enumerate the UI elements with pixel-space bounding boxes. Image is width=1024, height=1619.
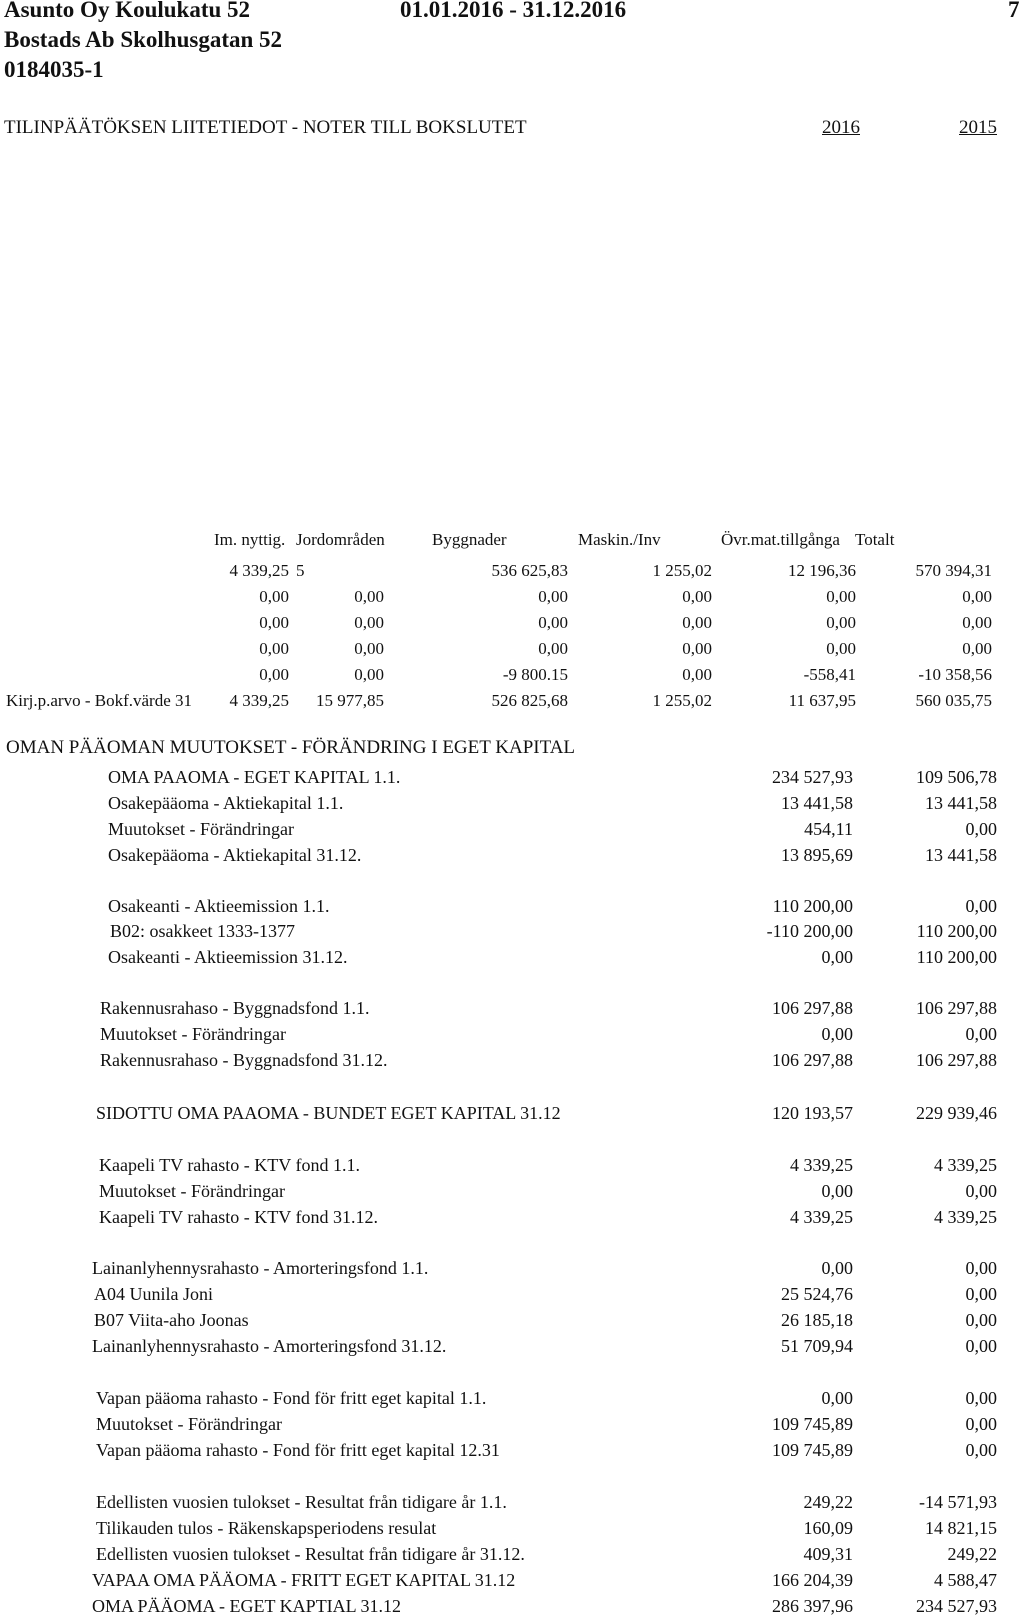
company-name-fi: Asunto Oy Koulukatu 52 bbox=[4, 0, 251, 22]
equity-row-label: Kaapeli TV rahasto - KTV fond 1.1. bbox=[99, 1155, 360, 1175]
equity-row-label: Muutokset - Förändringar bbox=[96, 1414, 282, 1434]
equity-value-2016: 0,00 bbox=[821, 1388, 853, 1408]
asset-cell: 0,00 bbox=[962, 639, 992, 658]
equity-row-label: Muutokset - Förändringar bbox=[100, 1024, 286, 1044]
equity-value-2015: 110 200,00 bbox=[916, 921, 997, 941]
asset-cell: 12 196,36 bbox=[788, 561, 856, 580]
equity-value-2015: 249,22 bbox=[947, 1544, 997, 1564]
equity-value-2016: 4 339,25 bbox=[790, 1207, 853, 1227]
equity-value-2016: 0,00 bbox=[821, 1258, 853, 1278]
equity-value-2015: 0,00 bbox=[965, 1258, 997, 1278]
equity-value-2016: -110 200,00 bbox=[766, 921, 853, 941]
equity-value-2015: 0,00 bbox=[965, 1284, 997, 1304]
equity-value-2016: 409,31 bbox=[803, 1544, 853, 1564]
column-header: Byggnader bbox=[432, 530, 507, 549]
equity-value-2016: 120 193,57 bbox=[772, 1103, 853, 1123]
asset-cell: 0,00 bbox=[354, 665, 384, 684]
equity-value-2015: -14 571,93 bbox=[919, 1492, 997, 1512]
equity-row-label: A04 Uunila Joni bbox=[94, 1284, 213, 1304]
asset-cell: 0,00 bbox=[259, 613, 289, 632]
asset-cell: 0,00 bbox=[538, 613, 568, 632]
equity-value-2015: 0,00 bbox=[965, 1024, 997, 1044]
asset-cell: 0,00 bbox=[826, 639, 856, 658]
asset-cell: 0,00 bbox=[259, 665, 289, 684]
equity-value-2015: 229 939,46 bbox=[916, 1103, 997, 1123]
column-header: Jordområden bbox=[296, 530, 385, 549]
asset-cell: 0,00 bbox=[682, 587, 712, 606]
equity-value-2016: 286 397,96 bbox=[772, 1596, 853, 1616]
asset-cell: 0,00 bbox=[962, 613, 992, 632]
equity-row-label: Kaapeli TV rahasto - KTV fond 31.12. bbox=[99, 1207, 378, 1227]
asset-cell: -9 800.15 bbox=[502, 665, 568, 684]
equity-value-2016: 0,00 bbox=[821, 1024, 853, 1044]
asset-cell: -10 358,56 bbox=[918, 665, 992, 684]
equity-row-label: SIDOTTU OMA PAAOMA - BUNDET EGET KAPITAL 31.12 bbox=[96, 1103, 561, 1123]
asset-cell: 4 339,25 bbox=[229, 561, 289, 580]
equity-row-label: B07 Viita-aho Joonas bbox=[94, 1310, 249, 1330]
equity-value-2016: 13 441,58 bbox=[781, 793, 853, 813]
equity-value-2015: 110 200,00 bbox=[916, 947, 997, 967]
equity-value-2015: 0,00 bbox=[965, 896, 997, 916]
equity-value-2015: 109 506,78 bbox=[916, 767, 997, 787]
equity-row-label: Lainanlyhennysrahasto - Amorteringsfond 1.1. bbox=[92, 1258, 429, 1278]
section-title: TILINPÄÄTÖKSEN LIITETIEDOT - NOTER TILL BOKSLUTET bbox=[4, 117, 527, 138]
equity-value-2016: 4 339,25 bbox=[790, 1155, 853, 1175]
equity-value-2016: 51 709,94 bbox=[781, 1336, 853, 1356]
business-id: 0184035-1 bbox=[4, 57, 104, 82]
equity-value-2015: 4 339,25 bbox=[934, 1207, 997, 1227]
company-name-sv: Bostads Ab Skolhusgatan 52 bbox=[4, 27, 283, 52]
equity-value-2015: 0,00 bbox=[965, 819, 997, 839]
equity-value-2015: 0,00 bbox=[965, 1310, 997, 1330]
equity-row-label: Edellisten vuosien tulokset - Resultat från tidigare år 1.1. bbox=[96, 1492, 507, 1512]
asset-cell: 0,00 bbox=[826, 587, 856, 606]
column-header: Maskin./Inv bbox=[578, 530, 661, 549]
equity-row-label: Muutokset - Förändringar bbox=[108, 819, 294, 839]
asset-cell: 5 bbox=[296, 561, 305, 580]
asset-cell: 0,00 bbox=[682, 613, 712, 632]
equity-row-label: Rakennusrahaso - Byggnadsfond 31.12. bbox=[100, 1050, 388, 1070]
equity-row-label: Edellisten vuosien tulokset - Resultat från tidigare år 31.12. bbox=[96, 1544, 525, 1564]
equity-row-label: B02: osakkeet 1333-1377 bbox=[110, 921, 295, 941]
asset-cell: 0,00 bbox=[826, 613, 856, 632]
equity-value-2015: 4 339,25 bbox=[934, 1155, 997, 1175]
equity-value-2016: 26 185,18 bbox=[781, 1310, 853, 1330]
asset-cell: 0,00 bbox=[259, 639, 289, 658]
equity-value-2015: 106 297,88 bbox=[916, 998, 997, 1018]
equity-row-label: Osakepääoma - Aktiekapital 1.1. bbox=[108, 793, 344, 813]
equity-row-label: OMA PÄÄOMA - EGET KAPTIAL 31.12 bbox=[92, 1596, 402, 1616]
equity-value-2016: 0,00 bbox=[821, 1181, 853, 1201]
equity-value-2015: 106 297,88 bbox=[916, 1050, 997, 1070]
equity-value-2016: 0,00 bbox=[821, 947, 853, 967]
row-label: Kirj.p.arvo - Bokf.värde 31 bbox=[6, 691, 193, 710]
equity-value-2015: 0,00 bbox=[965, 1181, 997, 1201]
equity-row-label: Tilikauden tulos - Räkenskapsperiodens resulat bbox=[96, 1518, 437, 1538]
asset-cell: 0,00 bbox=[354, 639, 384, 658]
asset-cell: 0,00 bbox=[538, 639, 568, 658]
equity-value-2015: 0,00 bbox=[965, 1414, 997, 1434]
equity-value-2015: 0,00 bbox=[965, 1440, 997, 1460]
equity-value-2015: 0,00 bbox=[965, 1336, 997, 1356]
column-header: Totalt bbox=[855, 530, 895, 549]
asset-cell: 0,00 bbox=[682, 665, 712, 684]
equity-value-2016: 234 527,93 bbox=[772, 767, 853, 787]
equity-value-2016: 249,22 bbox=[803, 1492, 853, 1512]
equity-value-2016: 106 297,88 bbox=[772, 1050, 853, 1070]
equity-value-2016: 109 745,89 bbox=[772, 1440, 853, 1460]
equity-row-label: Muutokset - Förändringar bbox=[99, 1181, 285, 1201]
asset-cell: 0,00 bbox=[682, 639, 712, 658]
equity-value-2015: 0,00 bbox=[965, 1388, 997, 1408]
equity-row-label: OMA PAAOMA - EGET KAPITAL 1.1. bbox=[108, 767, 401, 787]
equity-value-2016: 110 200,00 bbox=[772, 896, 853, 916]
asset-cell: 1 255,02 bbox=[652, 561, 712, 580]
equity-row-label: Vapan pääoma rahasto - Fond för fritt eget kapital 12.31 bbox=[96, 1440, 500, 1460]
equity-value-2016: 166 204,39 bbox=[772, 1570, 853, 1590]
asset-cell: 560 035,75 bbox=[915, 691, 992, 710]
fiscal-period: 01.01.2016 - 31.12.2016 bbox=[400, 0, 627, 22]
asset-cell: 0,00 bbox=[354, 587, 384, 606]
asset-cell: 15 977,85 bbox=[316, 691, 384, 710]
asset-cell: 0,00 bbox=[538, 587, 568, 606]
equity-value-2016: 106 297,88 bbox=[772, 998, 853, 1018]
equity-row-label: Lainanlyhennysrahasto - Amorteringsfond 31.12. bbox=[92, 1336, 447, 1356]
asset-cell: -558,41 bbox=[803, 665, 856, 684]
asset-cell: 0,00 bbox=[962, 587, 992, 606]
equity-value-2016: 25 524,76 bbox=[781, 1284, 853, 1304]
asset-cell: 570 394,31 bbox=[915, 561, 992, 580]
equity-value-2015: 4 588,47 bbox=[934, 1570, 997, 1590]
equity-value-2016: 160,09 bbox=[803, 1518, 853, 1538]
equity-row-label: Osakeanti - Aktieemission 31.12. bbox=[108, 947, 348, 967]
year-prior-heading: 2015 bbox=[959, 117, 997, 138]
equity-value-2015: 13 441,58 bbox=[925, 845, 997, 865]
equity-value-2015: 13 441,58 bbox=[925, 793, 997, 813]
page-number: 7 bbox=[1008, 0, 1020, 22]
equity-section-title: OMAN PÄÄOMAN MUUTOKSET - FÖRÄNDRING I EGET KAPITAL bbox=[6, 737, 576, 758]
asset-cell: 0,00 bbox=[259, 587, 289, 606]
equity-row-label: Osakepääoma - Aktiekapital 31.12. bbox=[108, 845, 362, 865]
asset-cell: 4 339,25 bbox=[229, 691, 289, 710]
equity-row-label: Osakeanti - Aktieemission 1.1. bbox=[108, 896, 330, 916]
equity-value-2016: 454,11 bbox=[804, 819, 853, 839]
year-current-heading: 2016 bbox=[822, 117, 860, 138]
column-header: Im. nyttig. bbox=[214, 530, 286, 549]
equity-value-2015: 234 527,93 bbox=[916, 1596, 997, 1616]
equity-value-2016: 109 745,89 bbox=[772, 1414, 853, 1434]
asset-cell: 536 625,83 bbox=[491, 561, 568, 580]
equity-row-label: Rakennusrahaso - Byggnadsfond 1.1. bbox=[100, 998, 370, 1018]
equity-row-label: Vapan pääoma rahasto - Fond för fritt eget kapital 1.1. bbox=[96, 1388, 487, 1408]
equity-value-2015: 14 821,15 bbox=[925, 1518, 997, 1538]
asset-cell: 11 637,95 bbox=[788, 691, 856, 710]
equity-value-2016: 13 895,69 bbox=[781, 845, 853, 865]
column-header: Övr.mat.tillgånga bbox=[721, 530, 840, 549]
equity-row-label: VAPAA OMA PÄÄOMA - FRITT EGET KAPITAL 31.12 bbox=[92, 1570, 516, 1590]
asset-cell: 1 255,02 bbox=[652, 691, 712, 710]
asset-cell: 0,00 bbox=[354, 613, 384, 632]
asset-cell: 526 825,68 bbox=[491, 691, 568, 710]
